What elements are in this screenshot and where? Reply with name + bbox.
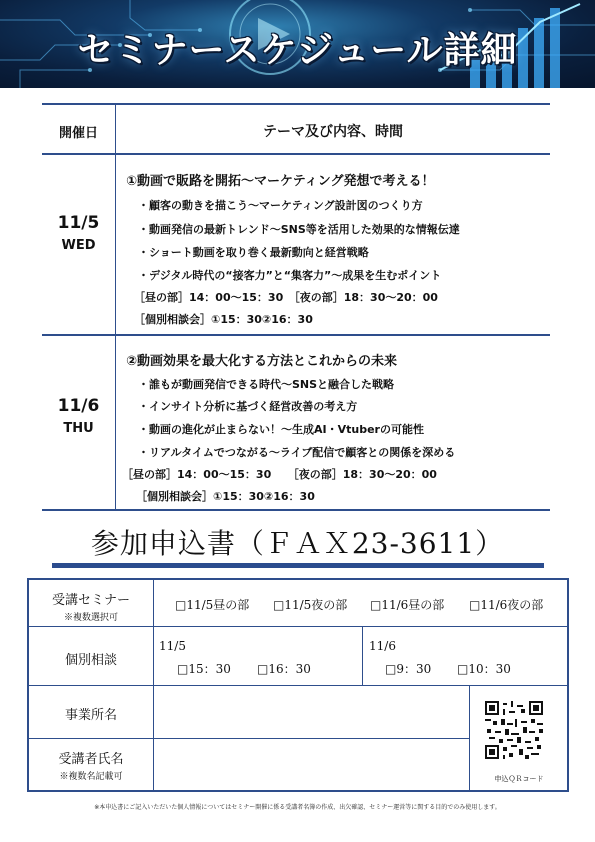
session-bullet: ・デジタル時代の“接客力”と“集客力”〜成果を生むポイント	[138, 269, 442, 282]
form-divider	[153, 580, 154, 792]
form-divider	[29, 738, 469, 739]
form-divider	[469, 685, 470, 792]
session-bullet: ・動画の進化が止まらない！〜生成AI・Vtuberの可能性	[138, 423, 424, 436]
column-divider	[115, 336, 116, 511]
session-bullet: ・顧客の動きを描こう〜マーケティング設計図のつくり方	[138, 199, 423, 212]
session-weekday: THU	[63, 421, 94, 436]
session-title: ①動画で販路を開拓〜マーケティング発想で考える！	[126, 174, 435, 189]
qr-code-icon[interactable]	[485, 701, 543, 759]
schedule-table	[42, 103, 550, 511]
session-times: ［昼の部］14：00〜15：30 ［夜の部］18：30〜20：00	[122, 468, 437, 481]
privacy-footnote: ※本申込書にご記入いただいた個人情報についてはセミナー開催に係る受講者名簿の作成、出欠確認、セミナー運営等に関する目的でのみ使用します。	[94, 804, 501, 811]
checkbox-consult-1106-0930[interactable]: □9：30	[385, 662, 432, 676]
session-bullet: ・ショート動画を取り巻く最新動向と経営戦略	[138, 246, 369, 259]
session-bullet: ・インサイト分析に基づく経営改善の考え方	[138, 400, 358, 413]
banner-title: セミナースケジュール詳細	[77, 30, 518, 71]
header-date: 開催日	[58, 126, 98, 141]
checkbox-seminar-1105-day[interactable]: □11/5昼の部	[175, 598, 250, 612]
consult-date-1106: 11/6	[369, 639, 396, 653]
schedule-row-2	[42, 336, 550, 511]
header-banner	[0, 0, 595, 88]
form-divider	[29, 685, 567, 686]
attendee-note: ※複数名記載可	[59, 772, 123, 782]
session-date-cell	[42, 396, 115, 436]
checkbox-seminar-1106-night[interactable]: □11/6夜の部	[469, 598, 544, 612]
checkbox-seminar-1106-day[interactable]: □11/6昼の部	[370, 598, 445, 612]
session-consult: ［個別相談会］①15：30②16：30	[134, 313, 313, 326]
seminar-label-cell	[29, 589, 153, 623]
session-weekday: WED	[61, 238, 96, 253]
session-consult: ［個別相談会］①15：30②16：30	[136, 490, 315, 503]
form-title-underline	[52, 563, 544, 568]
column-divider	[115, 155, 116, 334]
office-label: 事業所名	[64, 708, 117, 723]
form-divider	[29, 626, 567, 627]
checkbox-seminar-1105-night[interactable]: □11/5夜の部	[273, 598, 348, 612]
consult-label: 個別相談	[64, 653, 117, 668]
checkbox-consult-1105-1530[interactable]: □15：30	[177, 662, 231, 676]
header-theme: テーマ及び内容、時間	[263, 124, 403, 140]
form-title: 参加申込書（ＦＡＸ23-3611）	[90, 527, 505, 560]
office-name-field[interactable]	[155, 687, 467, 737]
attendee-label: 受講者氏名	[58, 752, 124, 767]
checkbox-consult-1105-1630[interactable]: □16：30	[257, 662, 311, 676]
session-date: 11/5	[57, 213, 100, 233]
session-bullet: ・リアルタイムでつながる〜ライブ配信で顧客との関係を深める	[138, 446, 456, 459]
attendee-name-field[interactable]	[155, 740, 467, 790]
checkbox-consult-1106-1030[interactable]: □10：30	[457, 662, 511, 676]
qr-label: 申込ＱＲコード	[494, 775, 544, 783]
seminar-label: 受講セミナー	[51, 593, 130, 608]
schedule-header-row	[42, 105, 550, 155]
session-bullet: ・誰もが動画発信できる時代〜SNSと融合した戦略	[138, 378, 395, 391]
schedule-row-1	[42, 155, 550, 336]
attendee-label-cell	[29, 748, 153, 782]
seminar-note: ※複数選択可	[63, 613, 118, 623]
session-date-cell	[42, 213, 115, 253]
form-divider	[362, 626, 363, 685]
consult-date-1105: 11/5	[159, 639, 186, 653]
session-title: ②動画効果を最大化する方法とこれからの未来	[126, 354, 398, 369]
session-times: ［昼の部］14：00〜15：30 ［夜の部］18：30〜20：00	[134, 291, 438, 304]
session-date: 11/6	[57, 396, 100, 416]
session-bullet: ・動画発信の最新トレンド〜SNS等を活用した効果的な情報伝達	[138, 223, 460, 236]
application-form	[27, 578, 569, 792]
